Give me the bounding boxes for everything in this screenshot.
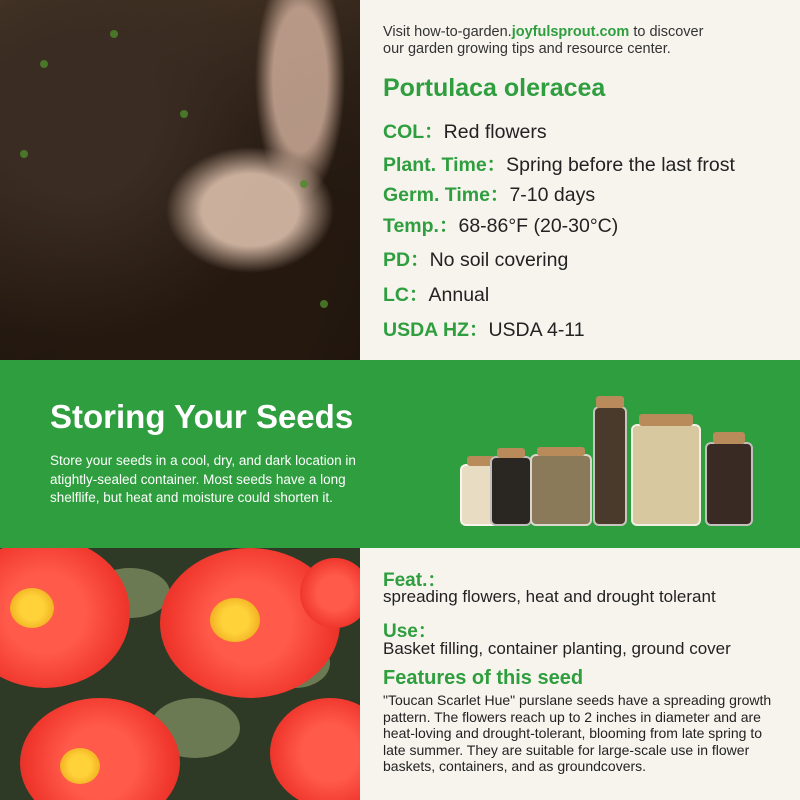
use-text: Basket filling, container planting, ground cover <box>383 639 731 658</box>
spec-color: COL：Red flowers <box>383 121 547 143</box>
plant-info-panel <box>360 0 800 360</box>
visit-notice <box>383 24 703 58</box>
jar-pumpkin-seeds <box>631 424 701 526</box>
storing-seeds-banner <box>0 360 800 548</box>
spec-temp: Temp.：68-86°F (20-30°C) <box>383 215 619 237</box>
visit-suffix: to discover <box>629 24 704 40</box>
jar-black-seeds <box>490 456 532 526</box>
cork <box>497 448 525 458</box>
spec-usda-zone: USDA HZ：USDA 4-11 <box>383 319 585 341</box>
jar-small-seeds <box>530 454 592 526</box>
storing-title: Storing Your Seeds <box>50 398 354 435</box>
soil-hand-photo <box>0 0 360 360</box>
brand-link[interactable]: joyfulsprout.com <box>511 24 630 40</box>
feat-text: spreading flowers, heat and drought tolerant <box>383 587 716 606</box>
red-flowers-photo <box>0 548 360 800</box>
seed-jars-image <box>455 386 765 526</box>
sprout-dot <box>20 150 28 158</box>
sprout-dot <box>180 110 188 118</box>
visit-line2: our garden growing tips and resource center. <box>383 41 671 57</box>
sprout-dot <box>110 30 118 38</box>
cork <box>639 414 693 426</box>
flower-center <box>210 598 260 642</box>
sprout-dot <box>40 60 48 68</box>
use-label: Use： <box>383 621 437 642</box>
seed-details-panel <box>360 548 800 800</box>
sprout-dot <box>320 300 328 308</box>
plant-name: Portulaca oleracea <box>383 74 606 102</box>
spec-planting-depth: PD：No soil covering <box>383 249 569 271</box>
visit-prefix: Visit how-to-garden. <box>383 24 512 40</box>
feat-label: Feat.： <box>383 570 447 591</box>
red-flower <box>270 698 360 800</box>
features-text: "Toucan Scarlet Hue" purslane seeds have a spreading growth pattern. The flowers reach up to 2 inches in diameter and are heat-loving and drought-tolerant, blooming from late spring to late summer. They are suitable for large-scale use in flower baskets, containers, and as groundcovers. <box>383 692 772 774</box>
jar-tall-dark-seeds <box>593 406 627 526</box>
cork <box>596 396 624 408</box>
cork <box>713 432 745 444</box>
features-title: Features of this seed <box>383 667 584 689</box>
flower-center <box>60 748 100 784</box>
spec-life-cycle: LC：Annual <box>383 284 490 306</box>
jar-mixed-seeds <box>705 442 753 526</box>
sprout-dot <box>300 180 308 188</box>
storing-text: Store your seeds in a cool, dry, and dark location in atightly-sealed container. Most seeds have a long shelflife, but heat and moisture could shorten it. <box>50 453 356 505</box>
spec-germ-time: Germ. Time：7-10 days <box>383 184 596 206</box>
flower-center <box>10 588 54 628</box>
spec-plant-time: Plant. Time：Spring before the last frost <box>383 154 735 176</box>
cork <box>537 447 585 456</box>
